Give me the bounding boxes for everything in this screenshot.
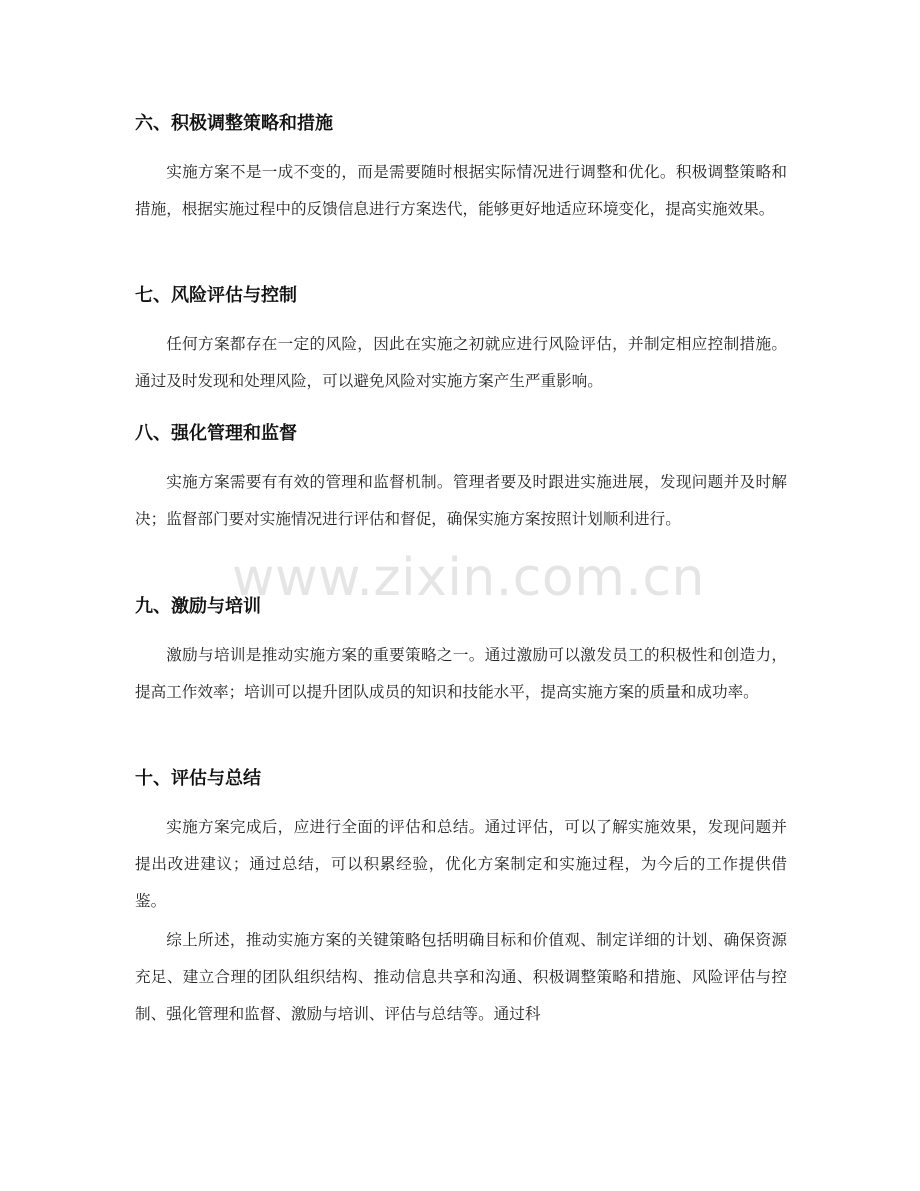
section-paragraph-7: 任何方案都存在一定的风险，因此在实施之初就应进行风险评估，并制定相应控制措施。通过及时发现和处理风险，可以避免风险对实施方案产生严重影响。 — [135, 335, 787, 390]
section-heading-9: 九、激励与培训 — [135, 596, 261, 617]
section-paragraph-6: 实施方案不是一成不变的，而是需要随时根据实际情况进行调整和优化。积极调整策略和措施，根据实施过程中的反馈信息进行方案迭代，能够更好地适应环境变化，提高实施效果。 — [135, 163, 787, 218]
summary-paragraph: 综上所述，推动实施方案的关键策略包括明确目标和价值观、制定详细的计划、确保资源充足、建立合理的团队组织结构、推动信息共享和沟通、积极调整策略和措施、风险评估与控制、强化管理和监督、激励与培训、评估与总结等。通过科 — [135, 931, 787, 1023]
section-heading-8: 八、强化管理和监督 — [135, 423, 297, 444]
section-paragraph-10: 实施方案完成后，应进行全面的评估和总结。通过评估，可以了解实施效果，发现问题并提出改进建议；通过总结，可以积累经验，优化方案制定和实施过程，为今后的工作提供借鉴。 — [135, 818, 787, 910]
section-heading-6: 六、积极调整策略和措施 — [135, 113, 333, 134]
section-heading-7: 七、风险评估与控制 — [135, 285, 297, 306]
section-paragraph-9: 激励与培训是推动实施方案的重要策略之一。通过激励可以激发员工的积极性和创造力，提高工作效率；培训可以提升团队成员的知识和技能水平，提高实施方案的质量和成功率。 — [135, 646, 787, 701]
section-heading-10: 十、评估与总结 — [135, 768, 261, 789]
watermark: www.zixin.com.cn — [232, 548, 705, 608]
section-paragraph-8: 实施方案需要有有效的管理和监督机制。管理者要及时跟进实施进展，发现问题并及时解决；监督部门要对实施情况进行评估和督促，确保实施方案按照计划顺利进行。 — [135, 473, 787, 528]
